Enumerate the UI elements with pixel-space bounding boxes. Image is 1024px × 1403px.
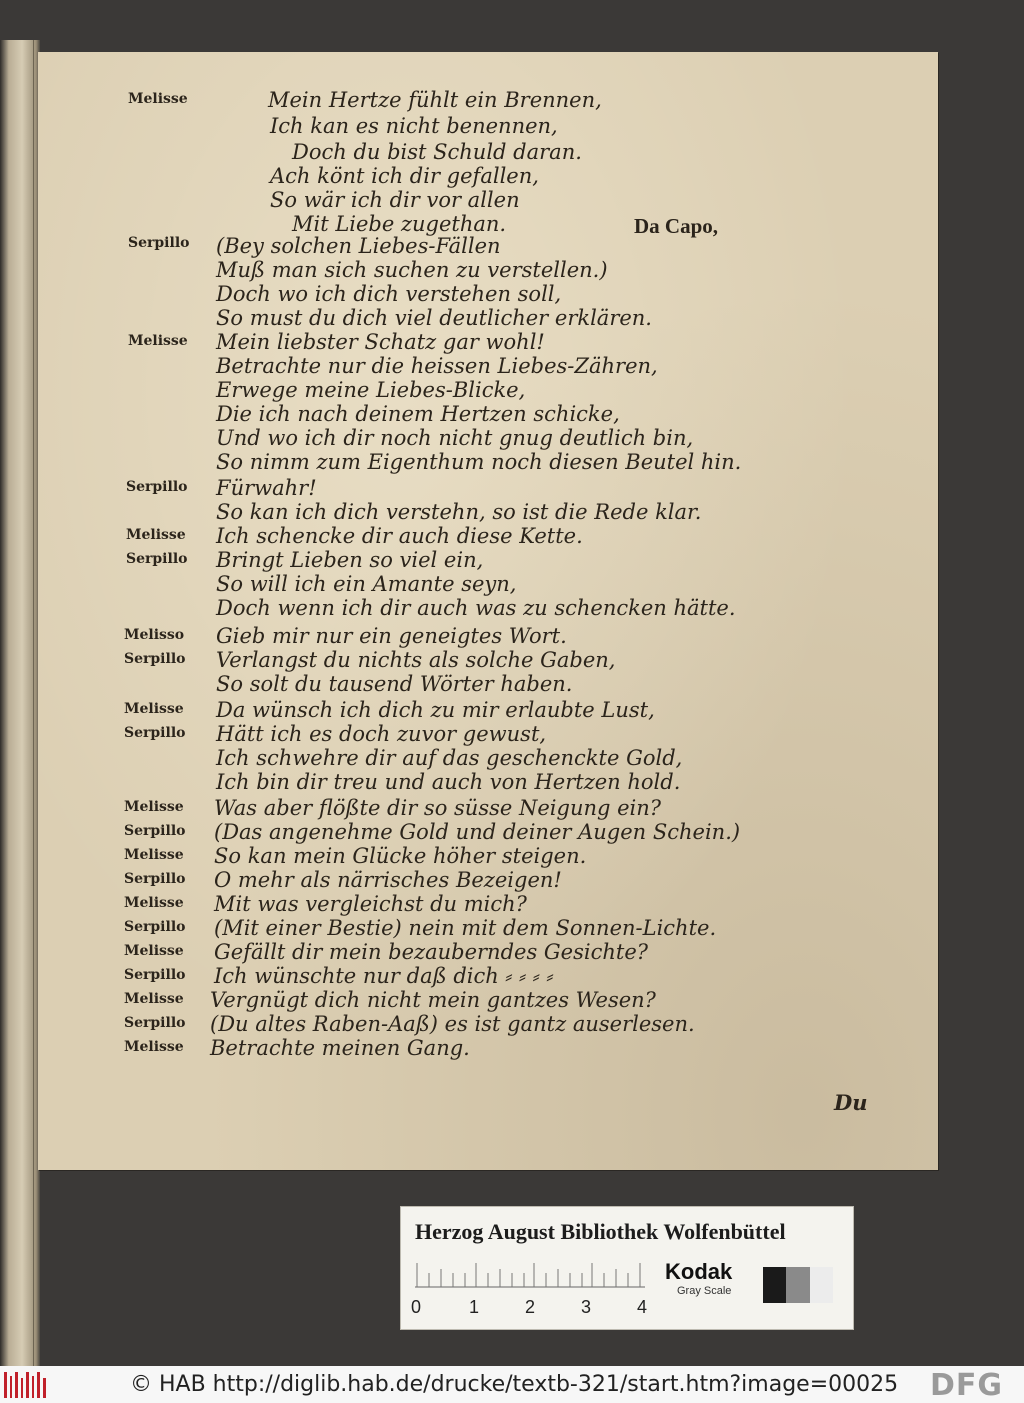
speaker-label: Melisse — [124, 1039, 184, 1055]
dialogue-line: Ich schencke dir auch diese Kette. — [216, 524, 583, 548]
page-text — [38, 52, 938, 1170]
dialogue-line: Hätt ich es doch zuvor gewust, — [216, 722, 547, 746]
dialogue-line: Ich bin dir treu und auch von Hertzen hold. — [216, 770, 681, 794]
speaker-label: Melisse — [128, 333, 188, 349]
kodak-brand: Kodak — [665, 1259, 733, 1284]
da-capo-mark: Da Capo, — [634, 214, 719, 238]
speaker-label: Serpillo — [124, 967, 186, 983]
dialogue-line: Vergnügt dich nicht mein gantzes Wesen? — [210, 988, 656, 1012]
gray-scale-label: Gray Scale — [677, 1285, 732, 1297]
dfg-logo: DFG — [930, 1368, 1004, 1403]
document-page — [38, 52, 938, 1170]
speaker-label: Serpillo — [124, 1015, 186, 1031]
dialogue-line: So nimm zum Eigenthum noch diesen Beutel hin. — [216, 450, 742, 474]
dialogue-line: So will ich ein Amante seyn, — [216, 572, 517, 596]
speaker-label: Serpillo — [124, 823, 186, 839]
dialogue-line: Die ich nach deinem Hertzen schicke, — [216, 402, 620, 426]
scale-number: 1 — [469, 1297, 480, 1317]
dialogue-line: Mit was vergleichst du mich? — [214, 892, 527, 916]
dialogue-line: (Du altes Raben-Aaß) es ist gantz auserlesen. — [210, 1012, 695, 1036]
speaker-label: Melisse — [128, 91, 188, 107]
dialogue-line: Gefällt dir mein bezauberndes Gesichte? — [214, 940, 649, 964]
dialogue-line: So kan mein Glücke höher steigen. — [214, 844, 587, 868]
aria-line: Mit Liebe zugethan. — [292, 212, 507, 236]
scale-number: 4 — [637, 1297, 648, 1317]
dialogue-line: Was aber flößte dir so süsse Neigung ein? — [214, 796, 662, 820]
speaker-label: Serpillo — [126, 479, 188, 495]
dialogue-line: So must du dich viel deutlicher erklären. — [216, 306, 652, 330]
dialogue-line: (Mit einer Bestie) nein mit dem Sonnen-Lichte. — [214, 916, 717, 940]
aria-line: Doch du bist Schuld daran. — [292, 140, 582, 164]
dialogue-line: Doch wo ich dich verstehen soll, — [216, 282, 562, 306]
dialogue-line: Ich schwehre dir auf das geschenckte Gold, — [216, 746, 683, 770]
scale-number: 3 — [581, 1297, 592, 1317]
speaker-label: Serpillo — [124, 725, 186, 741]
aria-line: Ich kan es nicht benennen, — [270, 114, 558, 138]
library-color-scale-card — [400, 1206, 854, 1330]
aria-line: Mein Hertze fühlt ein Brennen, — [268, 88, 602, 112]
library-name: Herzog August Bibliothek Wolfenbüttel — [415, 1219, 786, 1244]
speaker-label: Serpillo — [128, 235, 190, 251]
dialogue-line: Betrachte meinen Gang. — [210, 1036, 470, 1060]
aria-line: So wär ich dir vor allen — [270, 188, 520, 212]
scale-number: 0 — [411, 1297, 422, 1317]
citation-link[interactable]: © HAB http://diglib.hab.de/drucke/textb-321/start.htm?image=00025 — [130, 1372, 899, 1397]
speaker-label: Melisse — [124, 895, 184, 911]
dialogue-line: Erwege meine Liebes-Blicke, — [216, 378, 526, 402]
dialogue-line: Muß man sich suchen zu verstellen.) — [216, 258, 608, 282]
dialogue-line: Ich wünschte nur daß dich ⸗ ⸗ ⸗ ⸗ — [214, 964, 554, 988]
speaker-label: Melisse — [124, 991, 184, 1007]
dialogue-line: Mein liebster Schatz gar wohl! — [216, 330, 545, 354]
dialogue-line: (Das angenehme Gold und deiner Augen Schein.) — [214, 820, 741, 844]
speaker-label: Melisse — [126, 527, 186, 543]
dialogue-line: Bringt Lieben so viel ein, — [216, 548, 484, 572]
speaker-label: Melisse — [124, 847, 184, 863]
gray-swatches — [763, 1267, 833, 1303]
dialogue-line: (Bey solchen Liebes-Fällen — [216, 234, 501, 258]
speaker-label: Melisse — [124, 701, 184, 717]
footer-bar — [0, 1366, 1024, 1403]
speaker-label: Serpillo — [126, 551, 188, 567]
ruler-icon — [415, 1259, 645, 1289]
dialogue-line: So solt du tausend Wörter haben. — [216, 672, 573, 696]
scale-number: 2 — [525, 1297, 536, 1317]
speaker-label: Serpillo — [124, 919, 186, 935]
speaker-label: Serpillo — [124, 651, 186, 667]
dialogue-line: Gieb mir nur ein geneigtes Wort. — [216, 624, 567, 648]
barcode-icon — [4, 1372, 48, 1398]
dialogue-line: Da wünsch ich dich zu mir erlaubte Lust, — [216, 698, 655, 722]
dialogue-line: Fürwahr! — [216, 476, 317, 500]
dialogue-line: Und wo ich dir noch nicht gnug deutlich bin, — [216, 426, 694, 450]
speaker-label: Melisso — [124, 627, 185, 643]
speaker-label: Serpillo — [124, 871, 186, 887]
dialogue-line: O mehr als närrisches Bezeigen! — [214, 868, 562, 892]
dialogue-line: Verlangst du nichts als solche Gaben, — [216, 648, 616, 672]
dialogue-line: So kan ich dich verstehn, so ist die Rede klar. — [216, 500, 702, 524]
speaker-label: Melisse — [124, 799, 184, 815]
dialogue-line: Betrachte nur die heissen Liebes-Zähren, — [216, 354, 658, 378]
aria-line: Ach könt ich dir gefallen, — [270, 164, 539, 188]
dialogue-line: Doch wenn ich dir auch was zu schencken hätte. — [216, 596, 736, 620]
book-spine-edge — [0, 40, 40, 1370]
catchword: Du — [834, 1090, 868, 1115]
speaker-label: Melisse — [124, 943, 184, 959]
